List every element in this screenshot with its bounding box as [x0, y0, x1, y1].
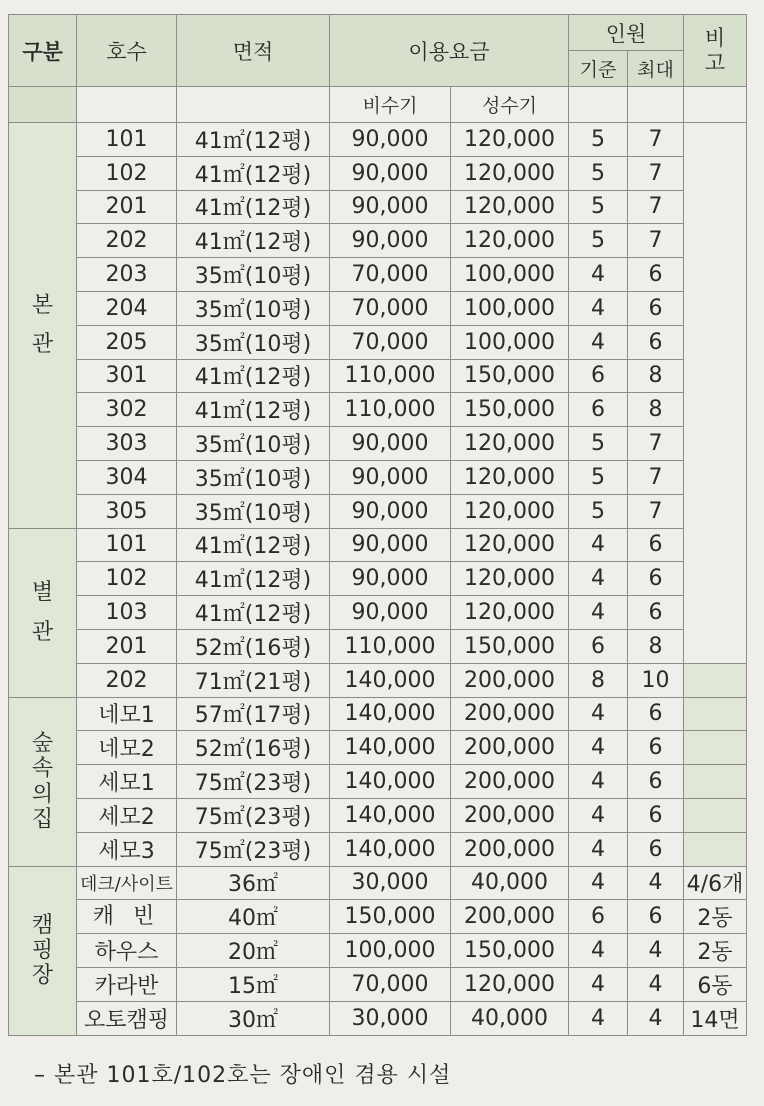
cell-max-people: 7 [628, 460, 684, 494]
cell-peak-season-fee: 120,000 [451, 596, 569, 630]
cell-room: 304 [77, 460, 177, 494]
cell-remark [684, 765, 747, 799]
cell-standard-people: 5 [569, 494, 628, 528]
cell-standard-people: 4 [569, 258, 628, 292]
cell-room: 카라반 [77, 967, 177, 1001]
cell-standard-people: 4 [569, 832, 628, 866]
cell-area: 30㎡ [177, 1001, 330, 1035]
cell-standard-people: 5 [569, 427, 628, 461]
cell-area: 75㎡(23평) [177, 832, 330, 866]
cell-standard-people: 4 [569, 1001, 628, 1035]
cell-standard-people: 4 [569, 934, 628, 968]
cell-off-season-fee: 90,000 [330, 596, 451, 630]
cell-peak-season-fee: 40,000 [451, 866, 569, 900]
cell-peak-season-fee: 120,000 [451, 528, 569, 562]
header-room: 호수 [77, 15, 177, 87]
header-blank-room [77, 87, 177, 123]
cell-room: 303 [77, 427, 177, 461]
cell-off-season-fee: 90,000 [330, 123, 451, 157]
cell-area: 52㎡(16평) [177, 629, 330, 663]
cell-standard-people: 8 [569, 663, 628, 697]
category-char: 의 [31, 781, 54, 807]
cell-remark-blank [684, 123, 747, 664]
cell-off-season-fee: 70,000 [330, 967, 451, 1001]
cell-max-people: 6 [628, 596, 684, 630]
category-char: 핑 [31, 937, 54, 963]
cell-area: 52㎡(16평) [177, 731, 330, 765]
cell-area: 20㎡ [177, 934, 330, 968]
cell-max-people: 7 [628, 494, 684, 528]
cell-standard-people: 5 [569, 224, 628, 258]
cell-remark [684, 731, 747, 765]
cell-standard-people: 6 [569, 629, 628, 663]
cell-off-season-fee: 140,000 [330, 798, 451, 832]
cell-peak-season-fee: 150,000 [451, 393, 569, 427]
header-blank-category [9, 87, 77, 123]
table-row [9, 900, 747, 934]
cell-room: 세모1 [77, 765, 177, 799]
cell-off-season-fee: 90,000 [330, 528, 451, 562]
cell-off-season-fee: 30,000 [330, 1001, 451, 1035]
cell-area: 35㎡(10평) [177, 291, 330, 325]
cell-off-season-fee: 100,000 [330, 934, 451, 968]
cell-max-people: 6 [628, 731, 684, 765]
cell-area: 41㎡(12평) [177, 393, 330, 427]
cell-peak-season-fee: 120,000 [451, 494, 569, 528]
table-row [9, 697, 747, 731]
cell-area: 41㎡(12평) [177, 224, 330, 258]
category-char: 속 [31, 756, 54, 782]
cell-peak-season-fee: 200,000 [451, 765, 569, 799]
cell-area: 41㎡(12평) [177, 562, 330, 596]
cell-max-people: 6 [628, 900, 684, 934]
cell-room: 네모1 [77, 697, 177, 731]
cell-area: 57㎡(17평) [177, 697, 330, 731]
category-camping [9, 866, 77, 1035]
cell-max-people: 7 [628, 224, 684, 258]
cell-standard-people: 4 [569, 798, 628, 832]
cell-area: 41㎡(12평) [177, 528, 330, 562]
cell-peak-season-fee: 150,000 [451, 359, 569, 393]
cell-off-season-fee: 90,000 [330, 427, 451, 461]
cell-peak-season-fee: 120,000 [451, 967, 569, 1001]
cell-max-people: 6 [628, 765, 684, 799]
cell-room: 오토캠핑 [77, 1001, 177, 1035]
cell-standard-people: 4 [569, 596, 628, 630]
cell-room: 101 [77, 123, 177, 157]
cell-standard-people: 4 [569, 528, 628, 562]
cell-off-season-fee: 140,000 [330, 765, 451, 799]
table-body [9, 123, 747, 1036]
cell-off-season-fee: 140,000 [330, 697, 451, 731]
cell-peak-season-fee: 120,000 [451, 427, 569, 461]
cell-standard-people: 5 [569, 123, 628, 157]
cell-remark [684, 798, 747, 832]
cell-off-season-fee: 140,000 [330, 731, 451, 765]
category-char: 본 [31, 292, 54, 318]
category-forest [9, 697, 77, 866]
cell-max-people: 8 [628, 629, 684, 663]
cell-max-people: 7 [628, 190, 684, 224]
cell-area: 71㎡(21평) [177, 663, 330, 697]
table-row [9, 731, 747, 765]
header-blank-remark [684, 87, 747, 123]
header-fee: 이용요금 [330, 15, 569, 87]
table-row [9, 1001, 747, 1035]
cell-room: 102 [77, 562, 177, 596]
cell-room: 데크/사이트 [77, 866, 177, 900]
category-char: 관 [31, 619, 54, 645]
cell-remark [684, 697, 747, 731]
cell-standard-people: 4 [569, 765, 628, 799]
cell-off-season-fee: 90,000 [330, 156, 451, 190]
table-row [9, 393, 747, 427]
cell-peak-season-fee: 100,000 [451, 325, 569, 359]
cell-off-season-fee: 140,000 [330, 663, 451, 697]
category-char: 장 [31, 963, 54, 989]
cell-max-people: 6 [628, 832, 684, 866]
cell-max-people: 8 [628, 359, 684, 393]
table-row [9, 629, 747, 663]
cell-max-people: 6 [628, 325, 684, 359]
header-blank-area [177, 87, 330, 123]
cell-standard-people: 4 [569, 291, 628, 325]
cell-area: 35㎡(10평) [177, 494, 330, 528]
header-people: 인원 [569, 15, 684, 51]
table-row [9, 832, 747, 866]
cell-max-people: 4 [628, 1001, 684, 1035]
cell-peak-season-fee: 150,000 [451, 629, 569, 663]
cell-off-season-fee: 90,000 [330, 494, 451, 528]
cell-standard-people: 5 [569, 190, 628, 224]
cell-standard-people: 6 [569, 359, 628, 393]
cell-peak-season-fee: 120,000 [451, 123, 569, 157]
table-row [9, 798, 747, 832]
cell-off-season-fee: 70,000 [330, 325, 451, 359]
cell-peak-season-fee: 200,000 [451, 832, 569, 866]
category-char: 숲 [31, 730, 54, 756]
cell-room: 102 [77, 156, 177, 190]
cell-room: 204 [77, 291, 177, 325]
cell-room: 캐 빈 [77, 900, 177, 934]
header-remark-1: 비 [704, 26, 726, 51]
header-remark [684, 15, 747, 87]
cell-peak-season-fee: 100,000 [451, 291, 569, 325]
table-row [9, 765, 747, 799]
cell-off-season-fee: 140,000 [330, 832, 451, 866]
cell-remark: 6동 [684, 967, 747, 1001]
cell-peak-season-fee: 200,000 [451, 663, 569, 697]
cell-room: 101 [77, 528, 177, 562]
cell-remark: 14면 [684, 1001, 747, 1035]
cell-peak-season-fee: 200,000 [451, 731, 569, 765]
table-row [9, 224, 747, 258]
table-row [9, 123, 747, 157]
cell-off-season-fee: 70,000 [330, 258, 451, 292]
cell-off-season-fee: 150,000 [330, 900, 451, 934]
cell-max-people: 7 [628, 156, 684, 190]
cell-room: 201 [77, 190, 177, 224]
cell-off-season-fee: 90,000 [330, 460, 451, 494]
table-row [9, 291, 747, 325]
cell-standard-people: 5 [569, 156, 628, 190]
cell-standard-people: 5 [569, 460, 628, 494]
cell-standard-people: 4 [569, 325, 628, 359]
cell-standard-people: 4 [569, 731, 628, 765]
cell-room: 202 [77, 663, 177, 697]
cell-area: 15㎡ [177, 967, 330, 1001]
cell-max-people: 7 [628, 123, 684, 157]
cell-remark: 2동 [684, 934, 747, 968]
header-blank-standard [569, 87, 628, 123]
cell-room: 세모3 [77, 832, 177, 866]
cell-room: 301 [77, 359, 177, 393]
cell-max-people: 6 [628, 291, 684, 325]
cell-max-people: 4 [628, 934, 684, 968]
cell-area: 41㎡(12평) [177, 359, 330, 393]
cell-max-people: 7 [628, 427, 684, 461]
cell-max-people: 6 [628, 528, 684, 562]
table-row [9, 190, 747, 224]
cell-peak-season-fee: 120,000 [451, 190, 569, 224]
cell-max-people: 4 [628, 967, 684, 1001]
category-char: 캠 [31, 912, 54, 938]
table-row [9, 156, 747, 190]
cell-area: 41㎡(12평) [177, 596, 330, 630]
cell-remark: 4/6개 [684, 866, 747, 900]
cell-standard-people: 6 [569, 900, 628, 934]
table-row [9, 934, 747, 968]
cell-off-season-fee: 90,000 [330, 562, 451, 596]
cell-peak-season-fee: 150,000 [451, 934, 569, 968]
rate-table [8, 14, 747, 1036]
cell-room: 201 [77, 629, 177, 663]
cell-area: 41㎡(12평) [177, 190, 330, 224]
cell-standard-people: 6 [569, 393, 628, 427]
cell-max-people: 6 [628, 258, 684, 292]
header-peak-season: 성수기 [451, 87, 569, 123]
table-row [9, 562, 747, 596]
cell-area: 75㎡(23평) [177, 798, 330, 832]
cell-peak-season-fee: 200,000 [451, 798, 569, 832]
cell-room: 205 [77, 325, 177, 359]
cell-remark [684, 832, 747, 866]
cell-off-season-fee: 70,000 [330, 291, 451, 325]
cell-peak-season-fee: 120,000 [451, 156, 569, 190]
header-area: 면적 [177, 15, 330, 87]
table-row [9, 258, 747, 292]
header-standard: 기준 [569, 51, 628, 87]
cell-standard-people: 4 [569, 697, 628, 731]
cell-area: 35㎡(10평) [177, 460, 330, 494]
table-row [9, 359, 747, 393]
cell-room: 세모2 [77, 798, 177, 832]
header-remark-2: 고 [704, 50, 726, 75]
cell-remark: 2동 [684, 900, 747, 934]
cell-area: 35㎡(10평) [177, 427, 330, 461]
table-row [9, 967, 747, 1001]
cell-area: 36㎡ [177, 866, 330, 900]
cell-peak-season-fee: 120,000 [451, 562, 569, 596]
cell-peak-season-fee: 100,000 [451, 258, 569, 292]
table-row [9, 494, 747, 528]
cell-off-season-fee: 110,000 [330, 629, 451, 663]
cell-max-people: 6 [628, 798, 684, 832]
cell-max-people: 6 [628, 562, 684, 596]
category-annex [9, 528, 77, 697]
cell-peak-season-fee: 200,000 [451, 900, 569, 934]
table-row [9, 663, 747, 697]
cell-area: 41㎡(12평) [177, 123, 330, 157]
table-row [9, 596, 747, 630]
cell-room: 네모2 [77, 731, 177, 765]
header-off-season: 비수기 [330, 87, 451, 123]
cell-area: 40㎡ [177, 900, 330, 934]
footnote: – 본관 101호/102호는 장애인 겸용 시설 [34, 1063, 452, 1088]
cell-area: 75㎡(23평) [177, 765, 330, 799]
cell-off-season-fee: 90,000 [330, 190, 451, 224]
cell-max-people: 8 [628, 393, 684, 427]
cell-room: 203 [77, 258, 177, 292]
table-row [9, 866, 747, 900]
header-blank-max [628, 87, 684, 123]
table-row [9, 427, 747, 461]
cell-off-season-fee: 30,000 [330, 866, 451, 900]
category-char: 집 [31, 806, 54, 832]
cell-max-people: 10 [628, 663, 684, 697]
cell-standard-people: 4 [569, 562, 628, 596]
table-row [9, 528, 747, 562]
category-char: 별 [31, 580, 54, 606]
table-row [9, 325, 747, 359]
cell-area: 35㎡(10평) [177, 258, 330, 292]
cell-off-season-fee: 110,000 [330, 359, 451, 393]
cell-remark [684, 663, 747, 697]
table-row [9, 460, 747, 494]
cell-peak-season-fee: 120,000 [451, 224, 569, 258]
cell-room: 103 [77, 596, 177, 630]
cell-area: 41㎡(12평) [177, 156, 330, 190]
cell-standard-people: 4 [569, 967, 628, 1001]
category-main [9, 123, 77, 529]
cell-max-people: 6 [628, 697, 684, 731]
cell-room: 305 [77, 494, 177, 528]
cell-area: 35㎡(10평) [177, 325, 330, 359]
cell-off-season-fee: 110,000 [330, 393, 451, 427]
cell-room: 202 [77, 224, 177, 258]
cell-peak-season-fee: 120,000 [451, 460, 569, 494]
cell-room: 하우스 [77, 934, 177, 968]
cell-off-season-fee: 90,000 [330, 224, 451, 258]
cell-max-people: 4 [628, 866, 684, 900]
header-max: 최대 [628, 51, 684, 87]
header-category: 구분 [9, 15, 77, 87]
cell-room: 302 [77, 393, 177, 427]
cell-peak-season-fee: 40,000 [451, 1001, 569, 1035]
cell-standard-people: 4 [569, 866, 628, 900]
cell-peak-season-fee: 200,000 [451, 697, 569, 731]
category-char: 관 [31, 332, 54, 358]
